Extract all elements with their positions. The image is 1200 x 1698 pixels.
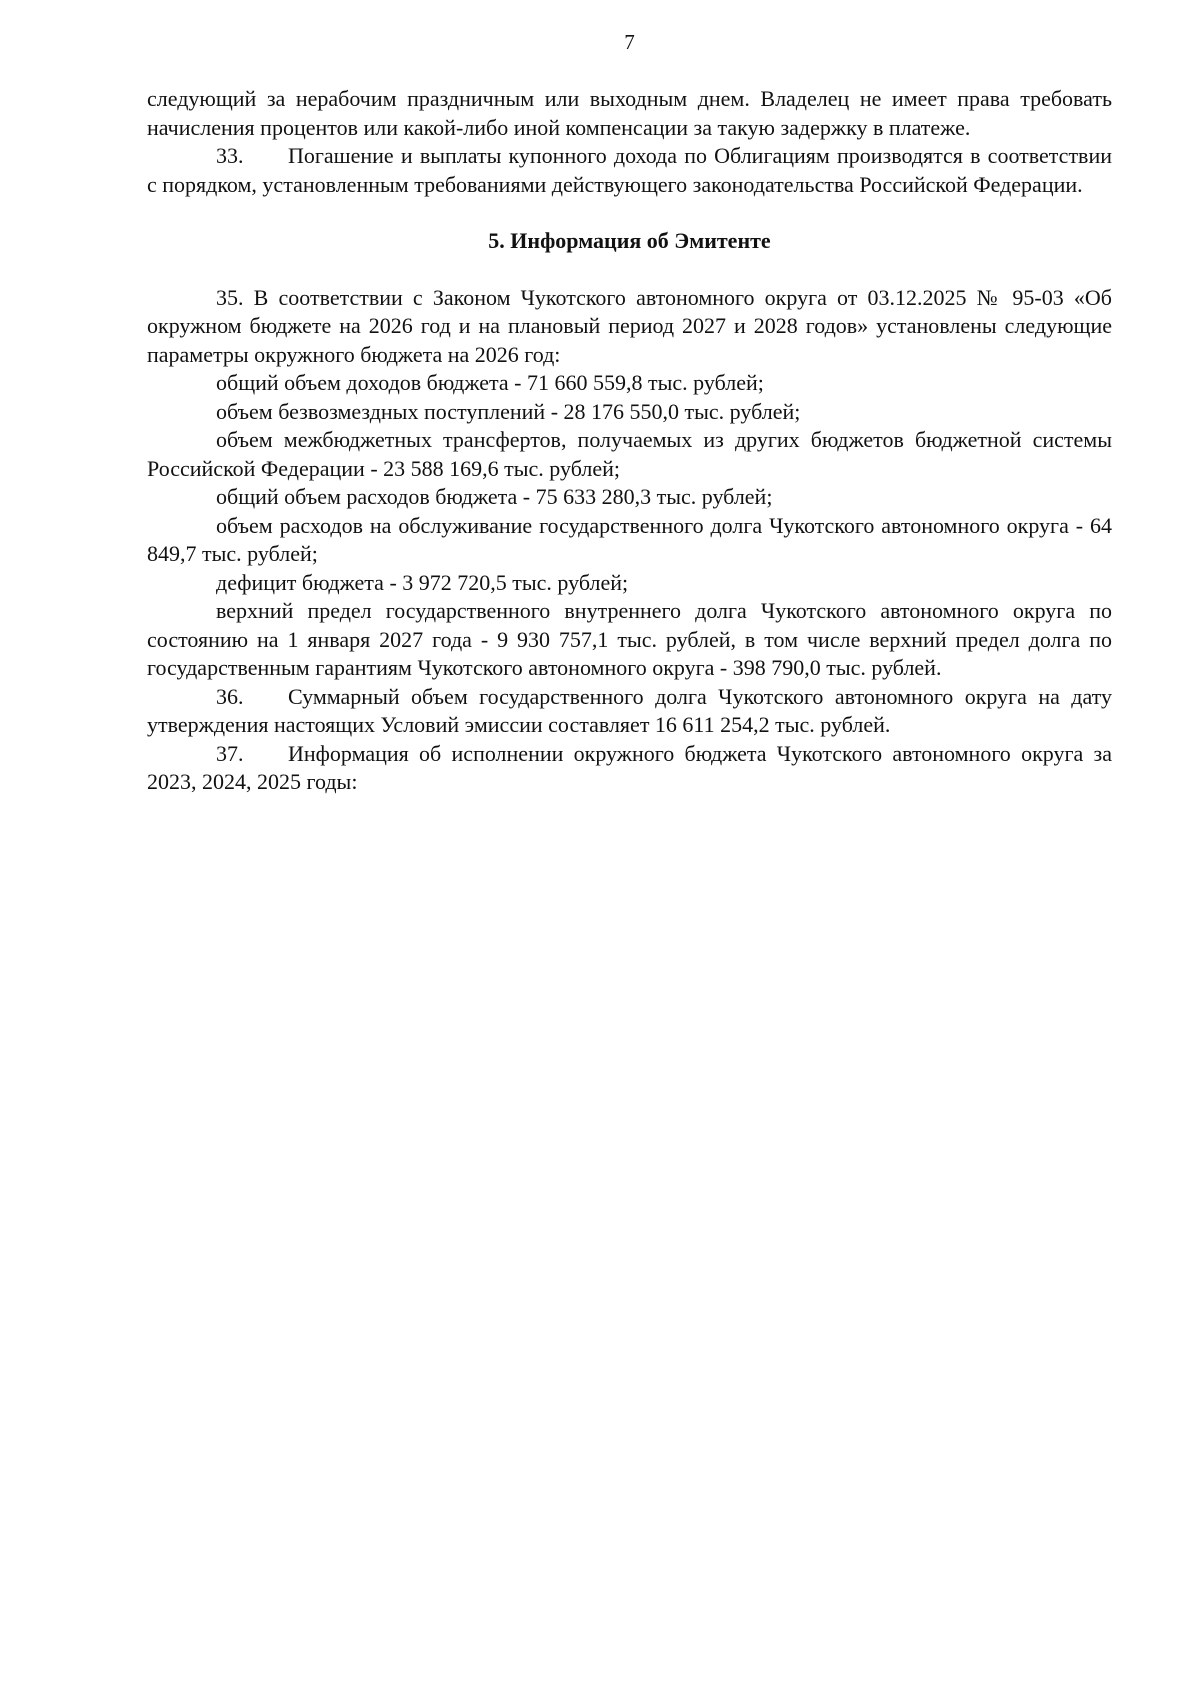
item-36-text: Суммарный объем государственного долга Чукотского автономного округа на дату утверждения настоящих Условий эмиссии составляет 16 611 254,2 тыс. рублей. — [147, 683, 1112, 737]
budget-param-revenue: общий объем доходов бюджета - 71 660 559,8 тыс. рублей; — [216, 370, 764, 395]
budget-param-deficit: дефицит бюджета - 3 972 720,5 тыс. рублей; — [216, 569, 629, 595]
item-36-number: 36. — [216, 683, 244, 709]
page-number: 7 — [624, 30, 635, 54]
budget-param-debt-service: объем расходов на обслуживание государственного долга Чукотского автономного округа - 64 849,7 тыс. рублей; — [147, 512, 1112, 566]
continuation-paragraph: следующий за нерабочим праздничным или выходным днем. Владелец не имеет права требовать начисления процентов или какой-либо иной компенсации за такую задержку в платеже. — [147, 86, 1112, 140]
document-body — [147, 85, 1112, 797]
item-33-paragraph — [147, 142, 1112, 199]
item-37-number: 37. — [216, 740, 244, 766]
budget-param-transfers: объем межбюджетных трансфертов, получаемых из других бюджетов бюджетной системы Российской Федерации - 23 588 169,6 тыс. рублей; — [147, 427, 1112, 481]
item-37-text: Информация об исполнении окружного бюджета Чукотского автономного округа за 2023, 2024, 2025 годы: — [147, 740, 1112, 794]
item-36-paragraph — [147, 683, 1112, 740]
budget-param-expenses: общий объем расходов бюджета - 75 633 280,3 тыс. рублей; — [216, 484, 773, 509]
section-heading: 5. Информация об Эмитенте — [488, 228, 771, 253]
item-33-number: 33. — [216, 143, 244, 168]
item-37-paragraph — [147, 740, 1112, 797]
budget-param-grants: объем безвозмездных поступлений - 28 176 550,0 тыс. рублей; — [216, 398, 801, 424]
item-35-intro: 35. В соответствии с Законом Чукотского автономного округа от 03.12.2025 № 95-03 «Об окружном бюджете на 2026 год и на плановый период 2027 и 2028 годов» установлены следующие параметры окружного бюджета на 2026 год: — [147, 284, 1112, 367]
item-33-text: Погашение и выплаты купонного дохода по Облигациям производятся в соответствии с порядком, установленным требованиями действующего законодательства Российской Федерации. — [147, 143, 1112, 197]
budget-param-debt-limit: верхний предел государственного внутреннего долга Чукотского автономного округа по состоянию на 1 января 2027 года - 9 930 757,1 тыс. рублей, в том числе верхний предел долга по государственным гарантиям Чукотского автономного округа - 398 790,0 тыс. рублей. — [147, 598, 1112, 680]
